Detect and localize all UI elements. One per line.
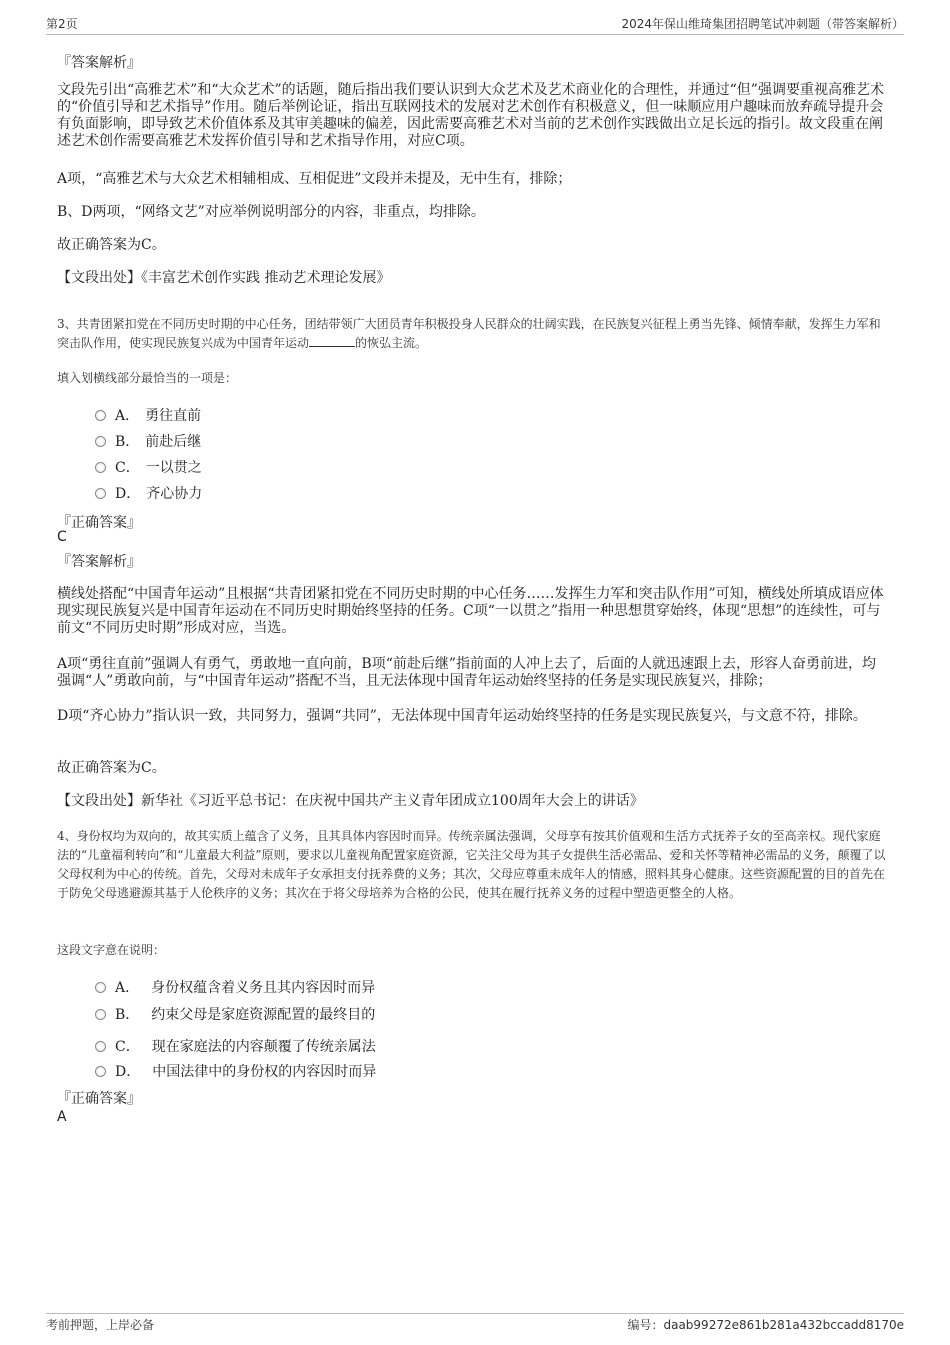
radio-icon[interactable] xyxy=(95,410,106,421)
q3-prompt: 填入划横线部分最恰当的一项是： xyxy=(57,371,238,385)
q4-correct-label: 『正确答案』 xyxy=(57,1091,141,1107)
q3-analysis-paragraph-3: D项“齐心协力”指认识一致，共同努力，强调“共同”，无法体现中国青年运动始终坚持的任务是实现民族复兴，与文意不符，排除。 xyxy=(57,708,867,724)
q2-analysis-conclusion: 故正确答案为C。 xyxy=(57,237,166,253)
q3-source: 【文段出处】新华社《习近平总书记：在庆祝中国共产主义青年团成立100周年大会上的讲话》 xyxy=(57,793,644,809)
radio-icon[interactable] xyxy=(95,436,106,447)
page-footer xyxy=(46,1313,904,1334)
q3-analysis-paragraph-2: A项“勇往直前”强调人有勇气，勇敢地一直向前，B项“前赴后继”指前面的人冲上去了，后面的人就迅速跟上去，形容人奋勇前进，均强调“人”勇敢向前，与“中国青年运动”搭配不当，且无法体现中国青年运动始终坚持的任务是实现民族复兴，排除； xyxy=(57,656,877,689)
radio-icon[interactable] xyxy=(95,982,106,993)
q4-stem: 4、身份权均为双向的，故其实质上蕴含了义务，且其具体内容因时而异。传统亲属法强调，父母享有按其价值观和生活方式抚养子女的至高亲权。现代家庭法的“儿童福利转向”和“儿童最大利益”原则，要求以儿童视角配置家庭资源，它关注父母为其子女提供生活必需品、爱和关怀等精神必需品的义务，颠覆了以父母权利为中心的传统。首先，父母对未成年子女承担支付抚养费的义务；其次，父母应尊重未成年人的情感，照料其身心健康。这些资源配置的目的首先在于防免父母逃避源其基于人伦秩序的义务；其次在于将父母培养为合格的公民，使其在履行抚养义务的过程中塑造更整全的人格。 xyxy=(57,829,886,900)
document-code: 编号：daab99272e861b281a432bccadd8170e xyxy=(627,1318,904,1332)
page-header xyxy=(46,14,904,35)
q3-stem xyxy=(57,315,892,353)
page-number: 第2页 xyxy=(46,17,78,31)
analysis-label: 『答案解析』 xyxy=(57,55,141,71)
q3-stem-text-a: 3、共青团紧扣党在不同历史时期的中心任务，团结带领广大团员青年积极投身人民群众的壮阔实践，在民族复兴征程上勇当先锋、倾情奉献，发挥生力军和突击队作用，使实现民族复兴成为中国青年运动 xyxy=(57,317,881,350)
q2-analysis-paragraph-3: B、D两项，“网络文艺”对应举例说明部分的内容，非重点，均排除。 xyxy=(57,204,485,220)
footer-slogan: 考前押题，上岸必备 xyxy=(46,1318,155,1332)
q2-analysis-paragraph-2: A项，“高雅艺术与大众艺术相辅相成、互相促进”文段并未提及，无中生有，排除； xyxy=(57,171,572,187)
q3-analysis-conclusion: 故正确答案为C。 xyxy=(57,760,166,776)
q2-source: 【文段出处】《丰富艺术创作实践 推动艺术理论发展》 xyxy=(57,270,391,286)
radio-icon[interactable] xyxy=(95,1041,106,1052)
q3-analysis-paragraph-1: 横线处搭配“中国青年运动”且根据“共青团紧扣党在不同历史时期的中心任务……发挥生力军和突击队作用”可知，横线处所填成语应体现实现民族复兴是中国青年运动在不同历史时期始终坚持的任务。C项“一以贯之”指用一种思想贯穿始终，体现“思想”的连续性，可与前文“不同历史时期”形成对应，当选。 xyxy=(57,586,884,636)
q4-prompt: 这段文字意在说明： xyxy=(57,943,166,957)
q3-stem-text-b: 的恢弘主流。 xyxy=(355,336,428,350)
radio-icon[interactable] xyxy=(95,1066,106,1077)
radio-icon[interactable] xyxy=(95,1009,106,1020)
q4-correct-answer: A xyxy=(57,1109,67,1125)
document-title: 2024年保山维琦集团招聘笔试冲刺题（带答案解析） xyxy=(621,17,904,31)
radio-icon[interactable] xyxy=(95,488,106,499)
radio-icon[interactable] xyxy=(95,462,106,473)
q2-analysis-paragraph-1: 文段先引出“高雅艺术”和“大众艺术”的话题，随后指出我们要认识到大众艺术及艺术商业化的合理性，并通过“但”强调要重视高雅艺术的“价值引导和艺术指导”作用。随后举例论证，指出互联网技术的发展对艺术创作有积极意义，但一味顺应用户趣味而放弃疏导提升会有负面影响，即导致艺术价值体系及其审美趣味的偏差，因此需要高雅艺术对当前的艺术创作实践做出立足长远的指引。故文段重在阐述艺术创作需要高雅艺术发挥价值引导和艺术指导作用，对应C项。 xyxy=(57,82,884,149)
q3-blank xyxy=(309,334,355,347)
q3-correct-answer: C xyxy=(57,529,67,545)
q3-correct-label: 『正确答案』 xyxy=(57,515,141,531)
q3-analysis-label: 『答案解析』 xyxy=(57,554,141,570)
